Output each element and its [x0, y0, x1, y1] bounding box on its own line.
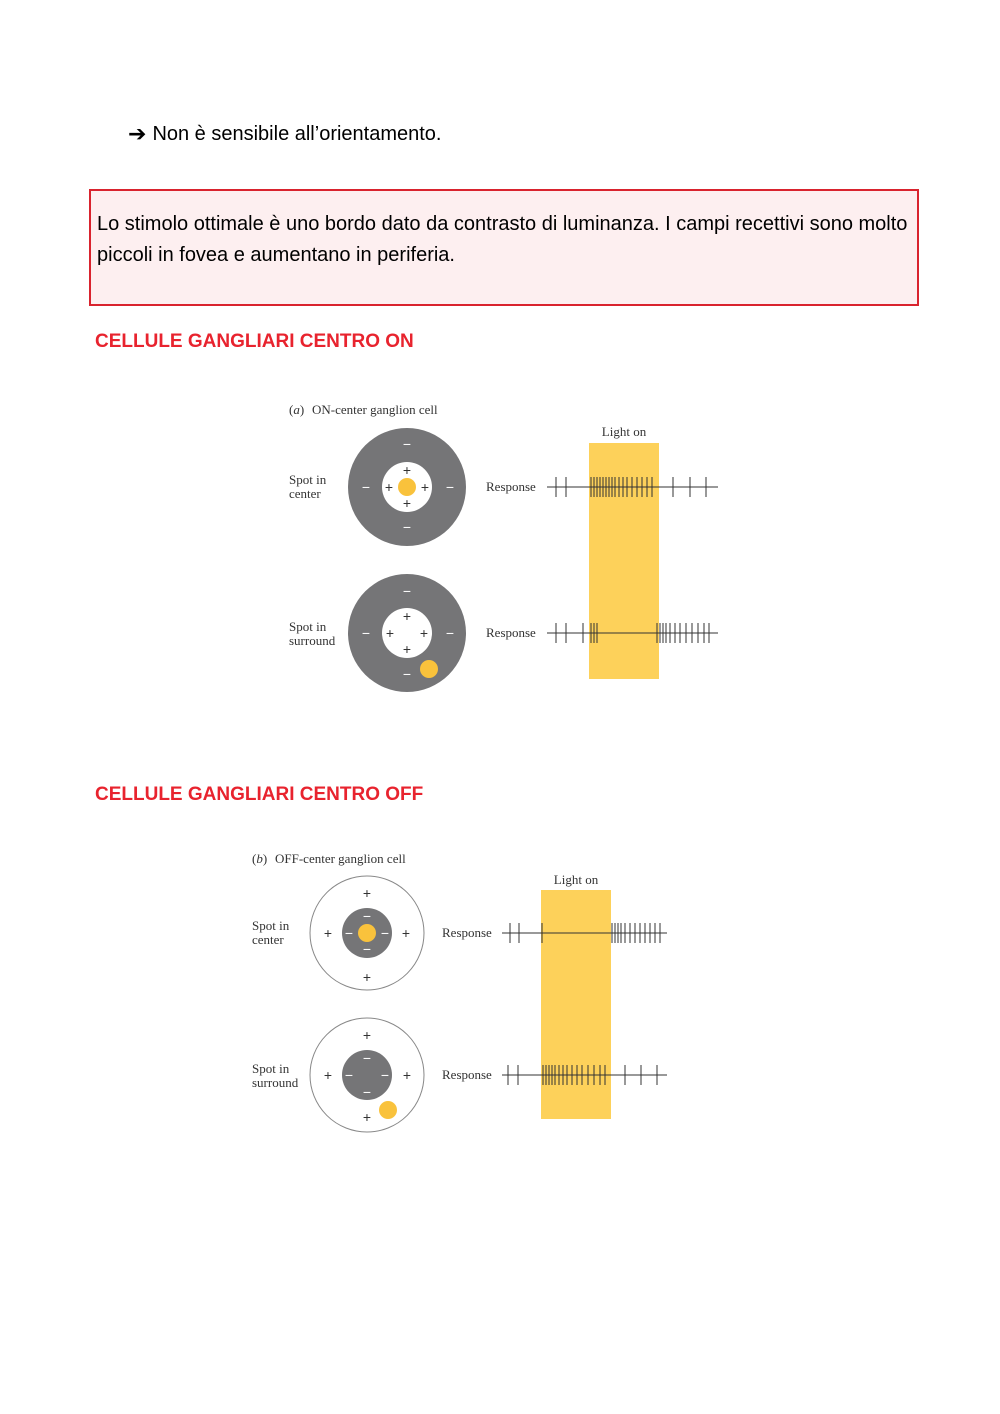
svg-text:+: + — [384, 479, 394, 495]
row-label-line2: center — [252, 932, 284, 947]
bullet-text: Non è sensibile all’orientamento. — [152, 123, 442, 145]
row-label-line2: surround — [252, 1075, 299, 1090]
row-label-line2: center — [289, 486, 321, 501]
svg-text:−: − — [380, 925, 390, 941]
svg-text:+: + — [362, 885, 372, 901]
svg-text:+: + — [402, 641, 412, 657]
svg-text:+: + — [420, 479, 430, 495]
light-spot — [379, 1101, 397, 1119]
svg-text:+: + — [385, 625, 395, 641]
response-label: Response — [486, 479, 536, 494]
svg-text:−: − — [362, 908, 372, 924]
figure-caption: ON-center ganglion cell — [312, 402, 438, 417]
row-label-line1: Spot in — [252, 918, 290, 933]
row-label-line1: Spot in — [252, 1061, 290, 1076]
svg-text:+: + — [323, 925, 333, 941]
svg-text:+: + — [402, 495, 412, 511]
svg-text:+: + — [402, 608, 412, 624]
svg-text:(a): (a) — [289, 402, 305, 417]
svg-text:−: − — [361, 625, 371, 641]
response-label: Response — [442, 1067, 492, 1082]
svg-text:−: − — [402, 583, 412, 599]
svg-text:+: + — [419, 625, 429, 641]
svg-text:+: + — [402, 462, 412, 478]
row-label-line1: Spot in — [289, 472, 327, 487]
svg-text:+: + — [402, 1067, 412, 1083]
light-spot — [358, 924, 376, 942]
svg-text:−: − — [362, 1050, 372, 1066]
svg-text:−: − — [445, 625, 455, 641]
svg-text:−: − — [380, 1067, 390, 1083]
response-label: Response — [486, 625, 536, 640]
callout-text: Lo stimolo ottimale è uno bordo dato da contrasto di luminanza. I campi recettivi sono molto piccoli in fovea e aumentano in periferia. — [97, 213, 908, 266]
svg-text:−: − — [361, 479, 371, 495]
light-on-label: Light on — [553, 872, 599, 887]
svg-text:+: + — [401, 925, 411, 941]
svg-text:−: − — [344, 1067, 354, 1083]
figure-caption: OFF-center ganglion cell — [275, 851, 406, 866]
svg-text:+: + — [362, 969, 372, 985]
svg-text:−: − — [362, 941, 372, 957]
svg-text:−: − — [402, 436, 412, 452]
section-title-on-center: CELLULE GANGLIARI CENTRO ON — [95, 331, 414, 352]
light-on-label: Light on — [601, 424, 647, 439]
svg-text:(b): (b) — [252, 851, 268, 866]
response-label: Response — [442, 925, 492, 940]
row-label-line2: surround — [289, 633, 336, 648]
svg-text:−: − — [362, 1084, 372, 1100]
svg-text:+: + — [362, 1027, 372, 1043]
svg-text:−: − — [402, 519, 412, 535]
arrow-right-icon: ➔ — [128, 121, 147, 146]
svg-text:+: + — [362, 1109, 372, 1125]
section-title-off-center: CELLULE GANGLIARI CENTRO OFF — [95, 784, 424, 805]
caption-letter: b — [256, 851, 263, 866]
svg-text:−: − — [445, 479, 455, 495]
svg-text:−: − — [344, 925, 354, 941]
row-label-line1: Spot in — [289, 619, 327, 634]
svg-text:−: − — [402, 666, 412, 682]
svg-text:+: + — [323, 1067, 333, 1083]
caption-letter: a — [293, 402, 300, 417]
